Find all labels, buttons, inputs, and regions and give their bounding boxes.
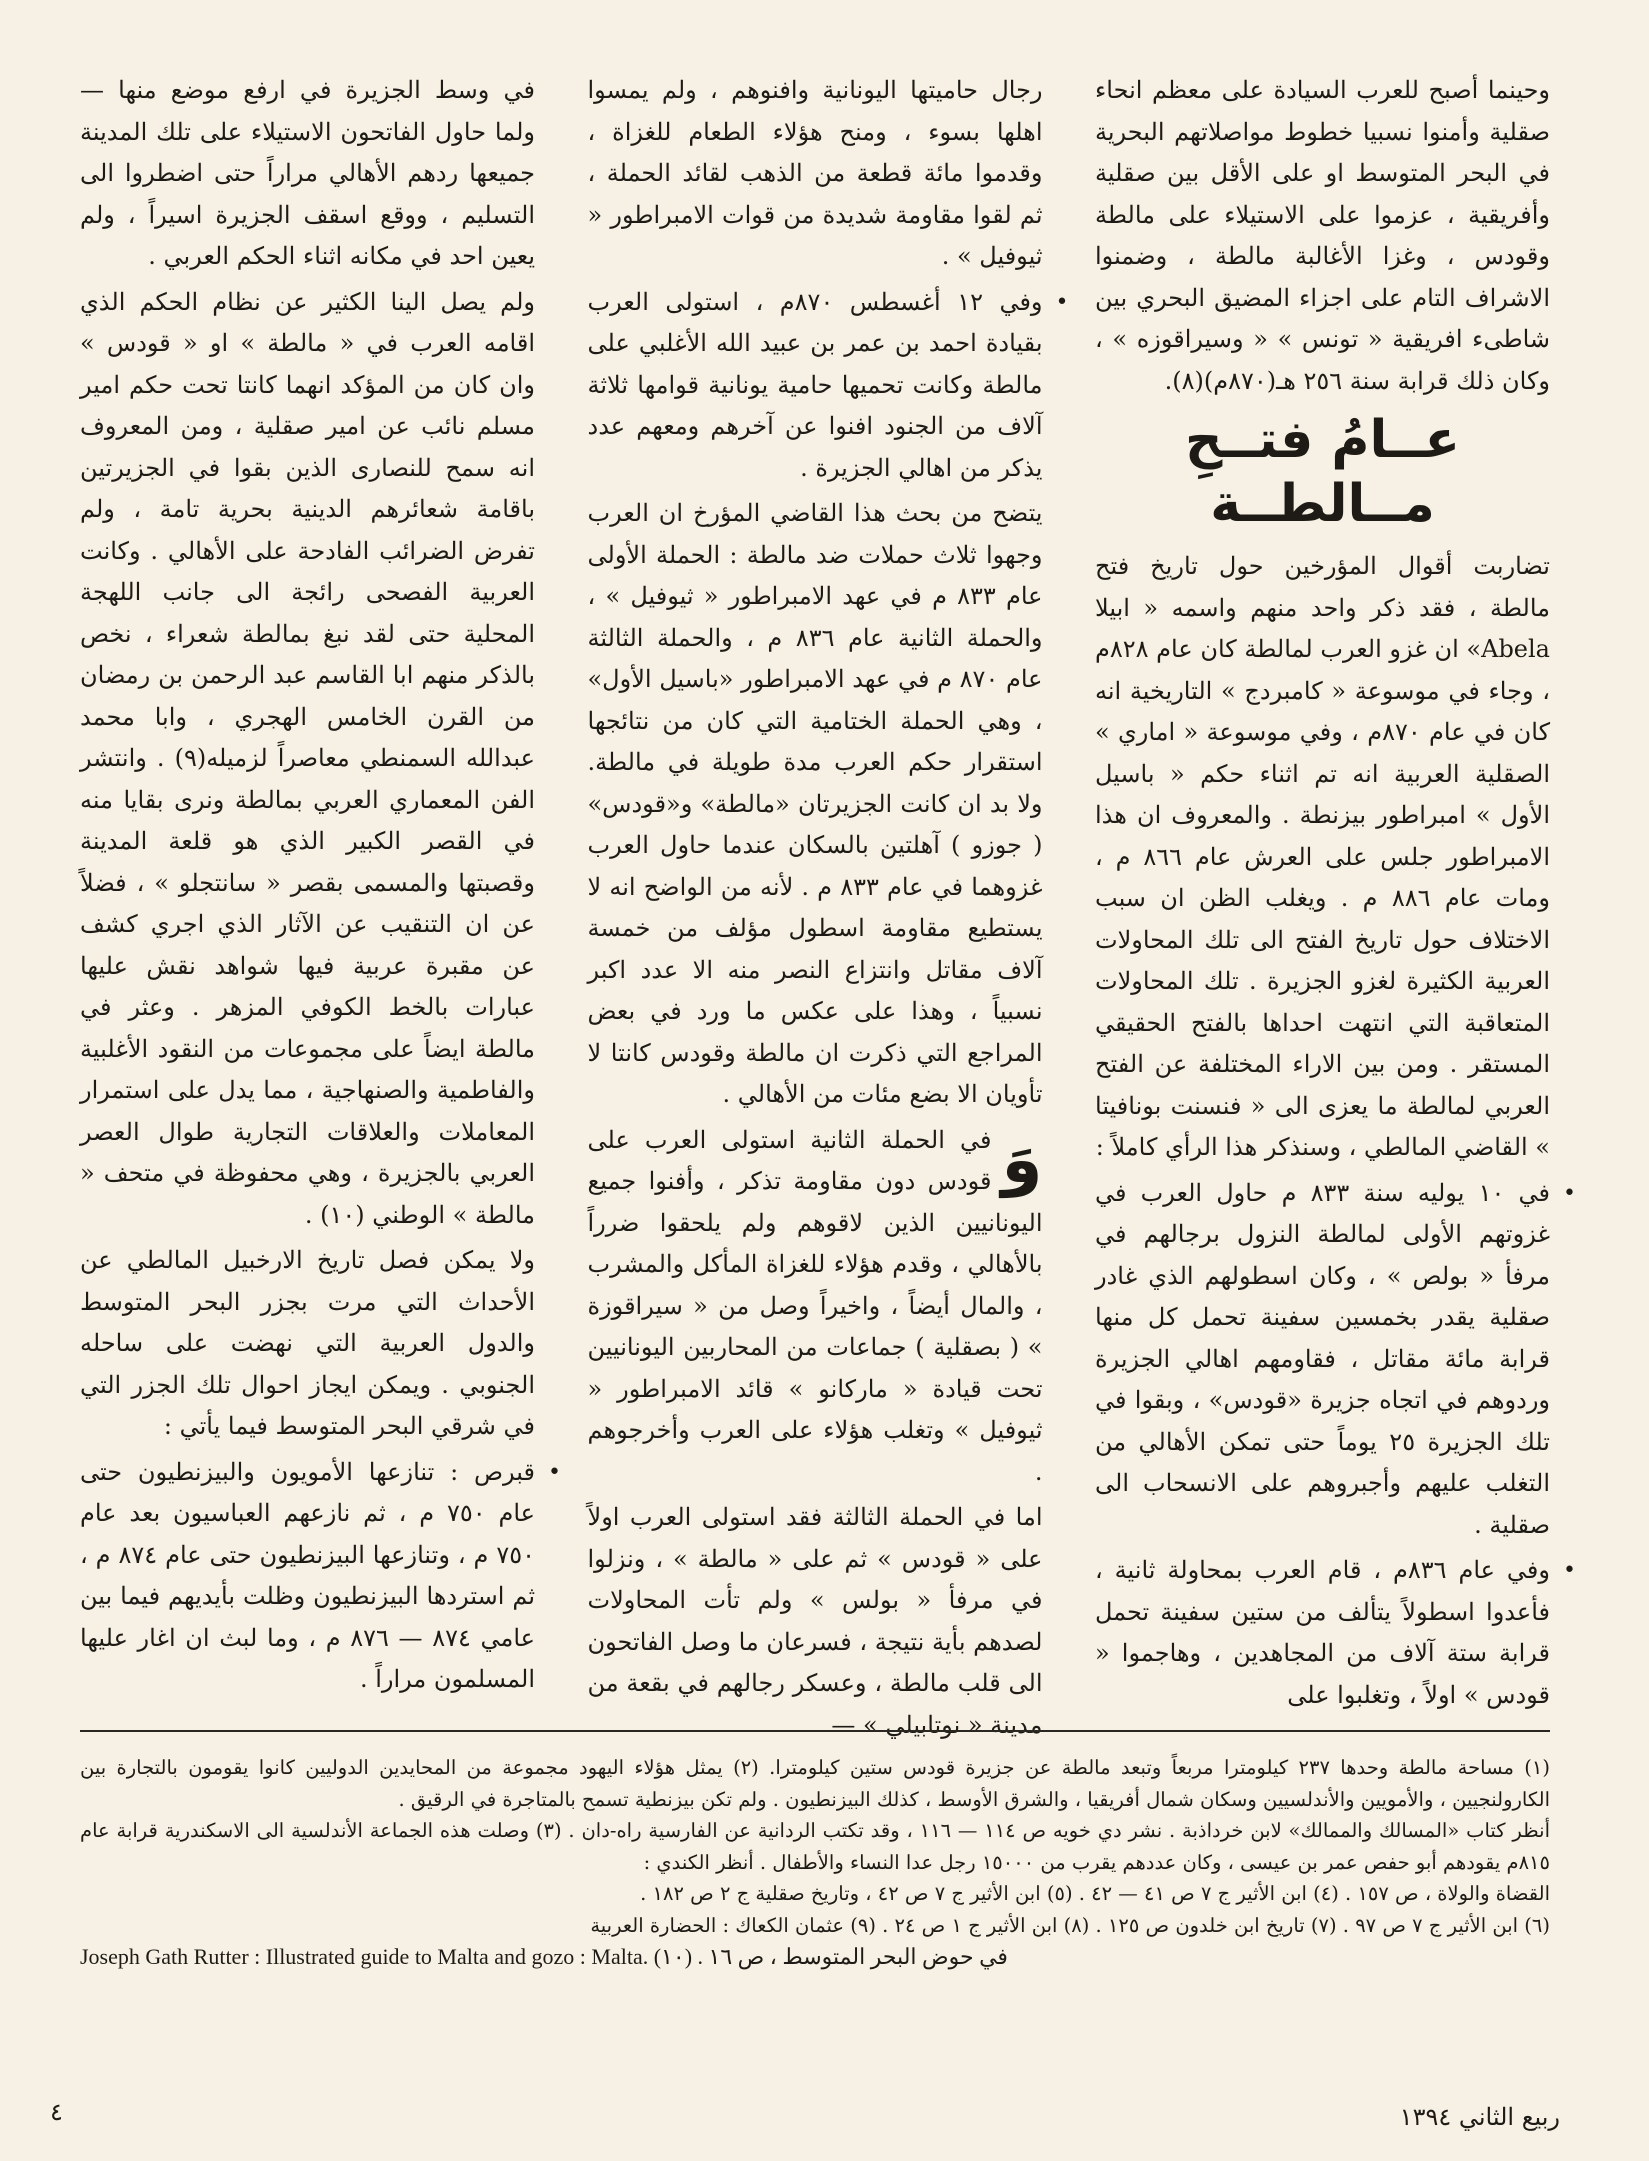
paragraph: رجال حاميتها اليونانية وافنوهم ، ولم يمسوا اهلها بسوء ، ومنح هؤلاء الطعام للغزاة ، وقدموا مائة قطعة من الذهب لقائد الحملة ، ثم لقوا مقاومة شديدة من قوات الامبراطور « ثيوفيل » .	[587, 76, 1043, 270]
footnote-line: (٦) ابن الأثير ج ٧ ص ٩٧ . (٧) تاريخ ابن خلدون ص ١٢٥ . (٨) ابن الأثير ج ١ ص ٢٤ . (٩) عثمان الكعاك : الحضارة العربية	[590, 1913, 1550, 1937]
footnotes	[80, 1752, 1550, 2002]
bullet-paragraph: في ١٠ يوليه سنة ٨٣٣ م حاول العرب في غزوتهم الأولى لمالطة النزول برجالهم في مرفأ « بولص » ، وكان اسطولهم الذي غادر صقلية يقدر بخمسين سفينة تحمل كل منها قرابة مائة مقاتل ، فقاومهم اهالي الجزيرة وردوهم في اتجاه جزيرة «قودس» ، وبقوا في تلك الجزيرة ٢٥ يوماً حتى تمكن الأهالي من التغلب عليهم وأجبروهم على الانسحاب الى صقلية . •	[1095, 1173, 1550, 1547]
column-left	[80, 70, 535, 1710]
footnote-divider	[80, 1730, 1550, 1732]
paragraph: في وسط الجزيرة في ارفع موضع منها — ولما حاول الفاتحون الاستيلاء على تلك المدينة جميعها ردهم الأهالي مراراً حتى اضطروا الى التسليم ، ووقع اسقف الجزيرة اسيراً ، ولم يعين احد في مكانه اثناء الحكم العربي .	[80, 76, 535, 270]
issue-date: ربيع الثاني ١٣٩٤	[1399, 2103, 1560, 2131]
footnote-line: (١) مساحة مالطة وحدها ٢٣٧ كيلومترا مربعاً وتبعد مالطة عن جزيرة قودس ستين كيلومترا. (٢) يمثل هؤلاء اليهود مجموعة من المحايدين الدوليين كانوا يقومون بالتجارة بين الكارولنجيين ، والأمويين والأندلسيين وسكان شمال أفريقيا ، والشرق الأوسط ، كذلك البيزنطيون . ولم تكن بيزنطية تسمح بالمتاجرة في الرقيق .	[80, 1756, 1551, 1811]
column-right	[1095, 70, 1550, 1710]
article-columns	[80, 70, 1550, 1739]
footnote-line: القضاة والولاة ، ص ١٥٧ . (٤) ابن الأثير ج ٧ ص ٤١ — ٤٢ . (٥) ابن الأثير ج ٧ ص ٤٢ ، وتاريخ صقلية ج ٢ ص ١٨٢ .	[640, 1882, 1550, 1905]
drop-cap: وَ	[1001, 1120, 1043, 1198]
footnote-arabic-tail: في حوض البحر المتوسط ، ص ١٦ . (١٠)	[653, 1944, 1008, 1969]
bullet-paragraph: وفي ١٢ أغسطس ٨٧٠م ، استولى العرب بقيادة احمد بن عمر بن عبيد الله الأغلبي على مالطة وكانت تحميها حامية يونانية قوامها ثلاثة آلاف من الجنود افنوا عن آخرهم ومعهم عدد يذكر من اهالي الجزيرة . •	[588, 282, 1043, 490]
paragraph: تضاربت أقوال المؤرخين حول تاريخ فتح مالطة ، فقد ذكر واحد منهم واسمه « ابيلا Abela» ان غزو العرب لمالطة كان عام ٨٢٨م ، وجاء في موسوعة « كامبردج » التاريخية انه كان في عام ٨٧٠م ، وفي موسوعة « اماري » الصقلية العربية انه تم اثناء حكم « باسيل الأول » امبراطور بيزنطة . والمعروف ان هذا الامبراطور جلس على العرش عام ٨٦٦ م ، ومات عام ٨٨٦ م . ويغلب الظن ان سبب الاختلاف حول تاريخ الفتح الى تلك المحاولات العربية الكثيرة لغزو الجزيرة . تلك المحاولات المتعاقبة التي انتهت احداها بالفتح الحقيقي المستقر . ومن بين الاراء المختلفة عن الفتح العربي لمالطة ما يعزى الى « فنسنت بونافيتا » القاضي المالطي ، وسنذكر هذا الرأي كاملاً :	[1095, 552, 1550, 1161]
section-heading: عــامُ فتــحِ مــالطــة	[1184, 410, 1461, 534]
footnote-line: أنظر كتاب «المسالك والممالك» لابن خرداذبة . نشر دي خويه ص ١١٤ — ١١٦ ، وقد تكتب الردانية عن الفارسية راه-دان . (٣) وصلت هذه الجماعة الأندلسية الى الاسكندرية قرابة عام ٨١٥م يقودهم أبو حفص عمر بن عيسى ، وكان عددهم يقرب من ١٥٠٠٠ رجل عدا النساء والأطفال . أنظر الكندي :	[80, 1819, 1550, 1874]
column-middle	[587, 70, 1043, 1739]
paragraph-with-dropcap	[588, 1120, 1043, 1494]
bullet-paragraph: وفي عام ٨٣٦م ، قام العرب بمحاولة ثانية ، فأعدوا اسطولاً يتألف من ستين سفينة تحمل قرابة ستة آلاف من المجاهدين ، وهاجموا « قودس » اولاً ، وتغلبوا على •	[1095, 1550, 1550, 1716]
footnote-latin-reference: Joseph Gath Rutter : Illustrated guide to Malta and gozo : Malta.	[80, 1944, 649, 1969]
page-number: ٤	[50, 2098, 63, 2126]
paragraph: ولم يصل الينا الكثير عن نظام الحكم الذي اقامه العرب في « مالطة » او « قودس » وان كان من المؤكد انهما كانتا تحت حكم امير مسلم نائب عن امير صقلية ، ومن المعروف انه سمح للنصارى الذين بقوا في الجزيرتين باقامة شعائرهم الدينية بحرية تامة ، ولم تفرض الضرائب الفادحة على الأهالي . وكانت العربية الفصحى رائجة الى جانب اللهجة المحلية حتى لقد نبغ بمالطة شعراء ، نخص بالذكر منهم ابا القاسم عبد الرحمن بن رمضان من القرن الخامس الهجري ، وابا محمد عبدالله السمنطي معاصراً لزميله(٩) . وانتشر الفن المعماري العربي بمالطة ونرى بقايا منه في القصر الكبير الذي هو قلعة المدينة وقصبتها والمسمى بقصر « سانتجلو » ، فضلاً عن ان التنقيب عن الآثار الذي اجري كشف عن مقبرة عربية فيها شواهد نقش عليها عبارات بالخط الكوفي المزهر . وعثر في مالطة ايضاً على مجموعات من النقود الأغلبية والفاطمية والصنهاجية ، مما يدل على استمرار المعاملات والعلاقات التجارية طوال العصر العربي بالجزيرة ، وهي محفوظة في متحف « مالطة » الوطني (١٠) .	[80, 287, 535, 1229]
paragraph: اما في الحملة الثالثة فقد استولى العرب اولاً على « قودس » ثم على « مالطة » ، ونزلوا في مرفأ « بولس » ولم تأت المحاولات لصدهم بأية نتيجة ، فسرعان ما وصل الفاتحون الى قلب مالطة ، وعسكر رجالهم في بقعة من مدينة « نوتابيلي » —	[587, 1503, 1043, 1739]
bullet-paragraph: قبرص : تنازعها الأمويون والبيزنطيون حتى عام ٧٥٠ م ، ثم نازعهم العباسيون بعد عام ٧٥٠ م ، وتنازعها البيزنطيون حتى عام ٨٧٤ م ، ثم استردها البيزنطيون وظلت بأيديهم فيما بين عامي ٨٧٤ — ٨٧٦ م ، وما لبث ان اغار عليها المسلمون مراراً . •	[80, 1452, 535, 1701]
paragraph: وحينما أصبح للعرب السيادة على معظم انحاء صقلية وأمنوا نسبيا خطوط مواصلاتهم البحرية في البحر المتوسط او على الأقل بين صقلية وأفريقية ، عزموا على الاستيلاء على مالطة وقودس ، وغزا الأغالبة مالطة ، وضمنوا الاشراف التام على اجزاء المضيق البحري بين شاطىء افريقية « تونس » « وسيراقوزه » ، وكان ذلك قرابة سنة ٢٥٦ هـ(٨٧٠م)(٨).	[1095, 76, 1550, 395]
footnote-line-latin	[80, 1941, 1550, 1973]
paragraph: ولا يمكن فصل تاريخ الارخبيل المالطي عن الأحداث التي مرت بجزر البحر المتوسط والدول العربية التي نهضت على ساحله الجنوبي . ويمكن ايجاز احوال تلك الجزر التي في شرقي البحر المتوسط فيما يأتي :	[80, 1246, 535, 1440]
paragraph: يتضح من بحث هذا القاضي المؤرخ ان العرب وجهوا ثلاث حملات ضد مالطة : الحملة الأولى عام ٨٣٣ م في عهد الامبراطور « ثيوفيل » ، والحملة الثانية عام ٨٣٦ م ، والحملة الثالثة عام ٨٧٠ م في عهد الامبراطور «باسيل الأول» ، وهي الحملة الختامية التي كان من نتائجها استقرار حكم العرب مدة طويلة في مالطة. ولا بد ان كانت الجزيرتان «مالطة» و«قودس» ( جوزو ) آهلتين بالسكان عندما حاول العرب غزوهما في عام ٨٣٣ م . لأنه من الواضح انه لا يستطيع مقاومة اسطول مؤلف من خمسة آلاف مقاتل وانتزاع النصر منه الا عدد اكبر نسبياً ، وهذا على عكس ما ورد في بعض المراجع التي ذكرت ان مالطة وقودس كانتا لا تأويان الا بضع مئات من الأهالي .	[587, 499, 1043, 1108]
paragraph-text: في الحملة الثانية استولى العرب على قودس دون مقاومة تذكر ، وأفنوا جميع اليونانيين الذين لاقوهم ولم يلحقوا ضرراً بالأهالي ، وقدم هؤلاء للغزاة المأكل والمشرب ، والمال أيضاً ، واخيراً وصل من « سيراقوزة » ( بصقلية ) جماعات من المحاربين اليونانيين تحت قيادة « ماركانو » قائد الامبراطور « ثيوفيل » وتغلب هؤلاء على العرب وأخرجوهم .	[587, 1125, 1043, 1486]
